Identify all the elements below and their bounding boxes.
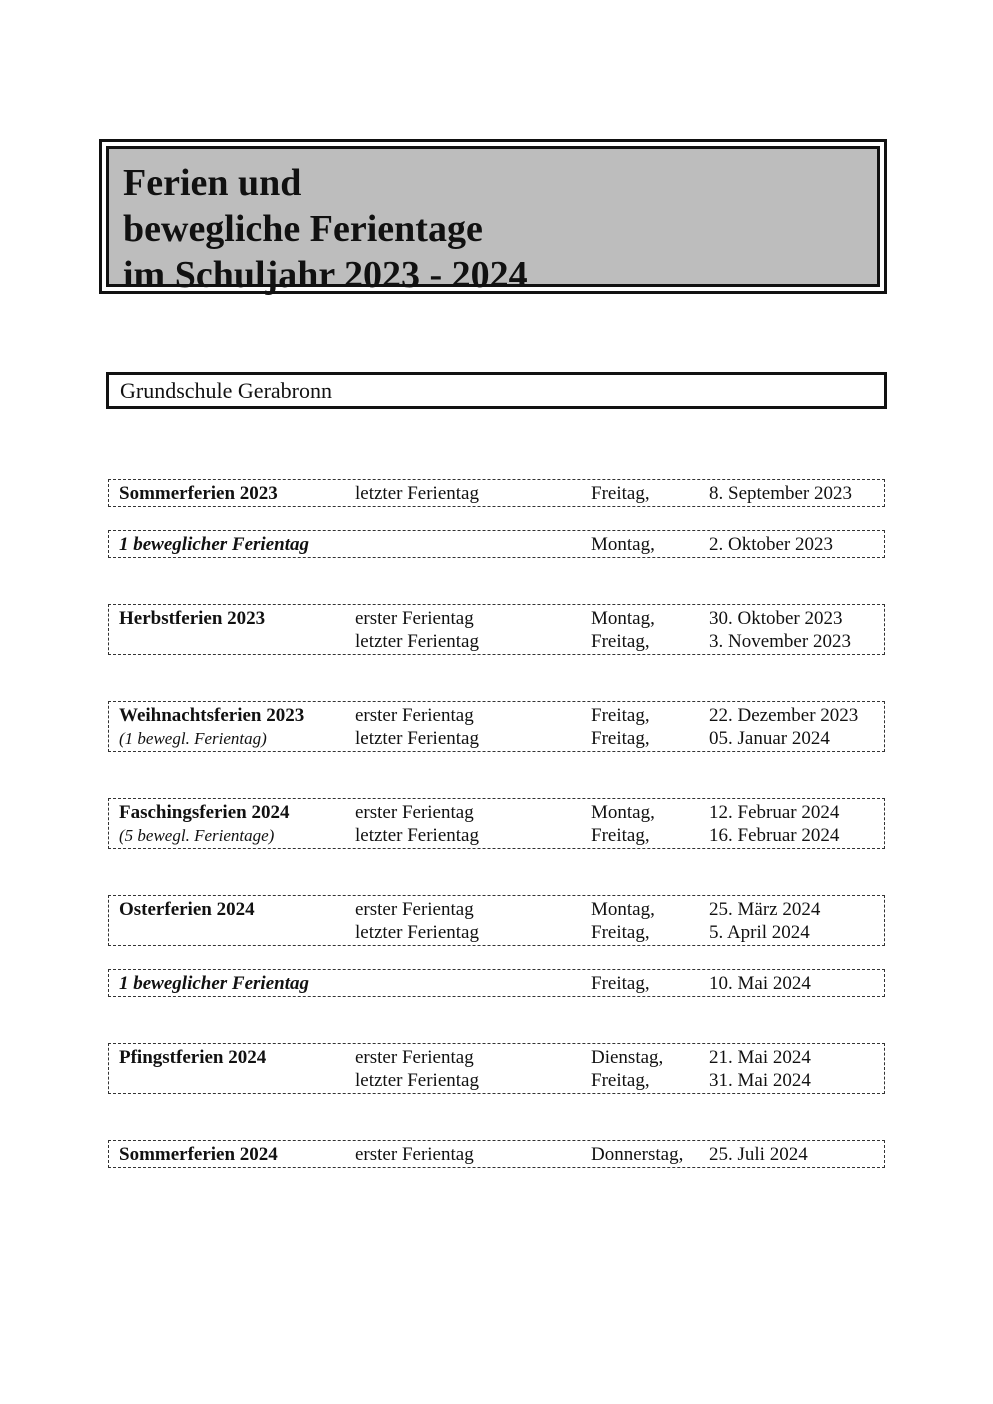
date: 25. Juli 2024 [709, 1144, 808, 1165]
holiday-name: Sommerferien 2024 [119, 1144, 278, 1165]
holiday-day-type: letzter Ferientag [355, 825, 479, 846]
table-row [109, 1069, 884, 1092]
holiday-note: (1 bewegl. Ferientag) [119, 729, 267, 748]
holiday-name: Sommerferien 2023 [119, 483, 278, 504]
weekday: Freitag, [591, 973, 650, 994]
weekday: Freitag, [591, 825, 650, 846]
date: 5. April 2024 [709, 922, 810, 943]
holiday-day-type: erster Ferientag [355, 1047, 474, 1068]
weekday: Freitag, [591, 922, 650, 943]
holiday-block-summer-2024 [108, 1140, 885, 1168]
holiday-name: Osterferien 2024 [119, 899, 255, 920]
table-row [109, 801, 884, 824]
holiday-block-movable-october [108, 530, 885, 558]
holiday-block-easter-2024 [108, 895, 885, 946]
title-line-3: im Schuljahr 2023 - 2024 [123, 254, 528, 296]
holiday-name: 1 beweglicher Ferientag [119, 534, 309, 555]
holiday-block-summer-2023 [108, 479, 885, 507]
date: 3. November 2023 [709, 631, 851, 652]
table-row [109, 533, 884, 556]
date: 21. Mai 2024 [709, 1047, 811, 1068]
holiday-day-type: letzter Ferientag [355, 1070, 479, 1091]
table-row [109, 1143, 884, 1166]
holiday-name: Weihnachtsferien 2023 [119, 705, 305, 726]
holiday-day-type: erster Ferientag [355, 899, 474, 920]
date: 25. März 2024 [709, 899, 821, 920]
holiday-note: (5 bewegl. Ferientage) [119, 826, 275, 845]
holiday-day-type: letzter Ferientag [355, 922, 479, 943]
table-row [109, 727, 884, 750]
date: 30. Oktober 2023 [709, 608, 843, 629]
weekday: Donnerstag, [591, 1144, 684, 1165]
holiday-block-christmas-2023 [108, 701, 885, 752]
title-line-2: bewegliche Ferientage [123, 208, 483, 250]
weekday: Freitag, [591, 1070, 650, 1091]
weekday: Freitag, [591, 728, 650, 749]
holiday-block-pentecost-2024 [108, 1043, 885, 1094]
holiday-name: Pfingstferien 2024 [119, 1047, 267, 1068]
table-row [109, 482, 884, 505]
title-frame [99, 139, 887, 294]
table-row [109, 972, 884, 995]
holiday-block-carnival-2024 [108, 798, 885, 849]
date: 10. Mai 2024 [709, 973, 811, 994]
holiday-day-type: erster Ferientag [355, 608, 474, 629]
weekday: Freitag, [591, 631, 650, 652]
date: 12. Februar 2024 [709, 802, 840, 823]
table-row [109, 607, 884, 630]
date: 05. Januar 2024 [709, 728, 830, 749]
weekday: Freitag, [591, 705, 650, 726]
holiday-day-type: letzter Ferientag [355, 631, 479, 652]
table-row [109, 704, 884, 727]
weekday: Montag, [591, 608, 655, 629]
holiday-name: Herbstferien 2023 [119, 608, 266, 629]
table-row [109, 824, 884, 847]
table-row [109, 898, 884, 921]
holiday-block-movable-may [108, 969, 885, 997]
date: 8. September 2023 [709, 483, 853, 504]
table-row [109, 921, 884, 944]
weekday: Dienstag, [591, 1047, 664, 1068]
date: 31. Mai 2024 [709, 1070, 811, 1091]
title-line-1: Ferien und [123, 162, 302, 204]
holiday-day-type: erster Ferientag [355, 705, 474, 726]
holiday-name: Faschingsferien 2024 [119, 802, 290, 823]
table-row [109, 630, 884, 653]
weekday: Montag, [591, 802, 655, 823]
date: 2. Oktober 2023 [709, 534, 834, 555]
holiday-name: 1 beweglicher Ferientag [119, 973, 309, 994]
holiday-block-autumn-2023 [108, 604, 885, 655]
weekday: Freitag, [591, 483, 650, 504]
weekday: Montag, [591, 534, 655, 555]
table-row [109, 1046, 884, 1069]
holiday-day-type: erster Ferientag [355, 1144, 474, 1165]
holiday-day-type: erster Ferientag [355, 802, 474, 823]
weekday: Montag, [591, 899, 655, 920]
date: 16. Februar 2024 [709, 825, 840, 846]
title-box [106, 146, 880, 296]
holiday-day-type: letzter Ferientag [355, 483, 479, 504]
date: 22. Dezember 2023 [709, 705, 859, 726]
school-name-box: Grundschule Gerabronn [106, 372, 887, 409]
holiday-day-type: letzter Ferientag [355, 728, 479, 749]
